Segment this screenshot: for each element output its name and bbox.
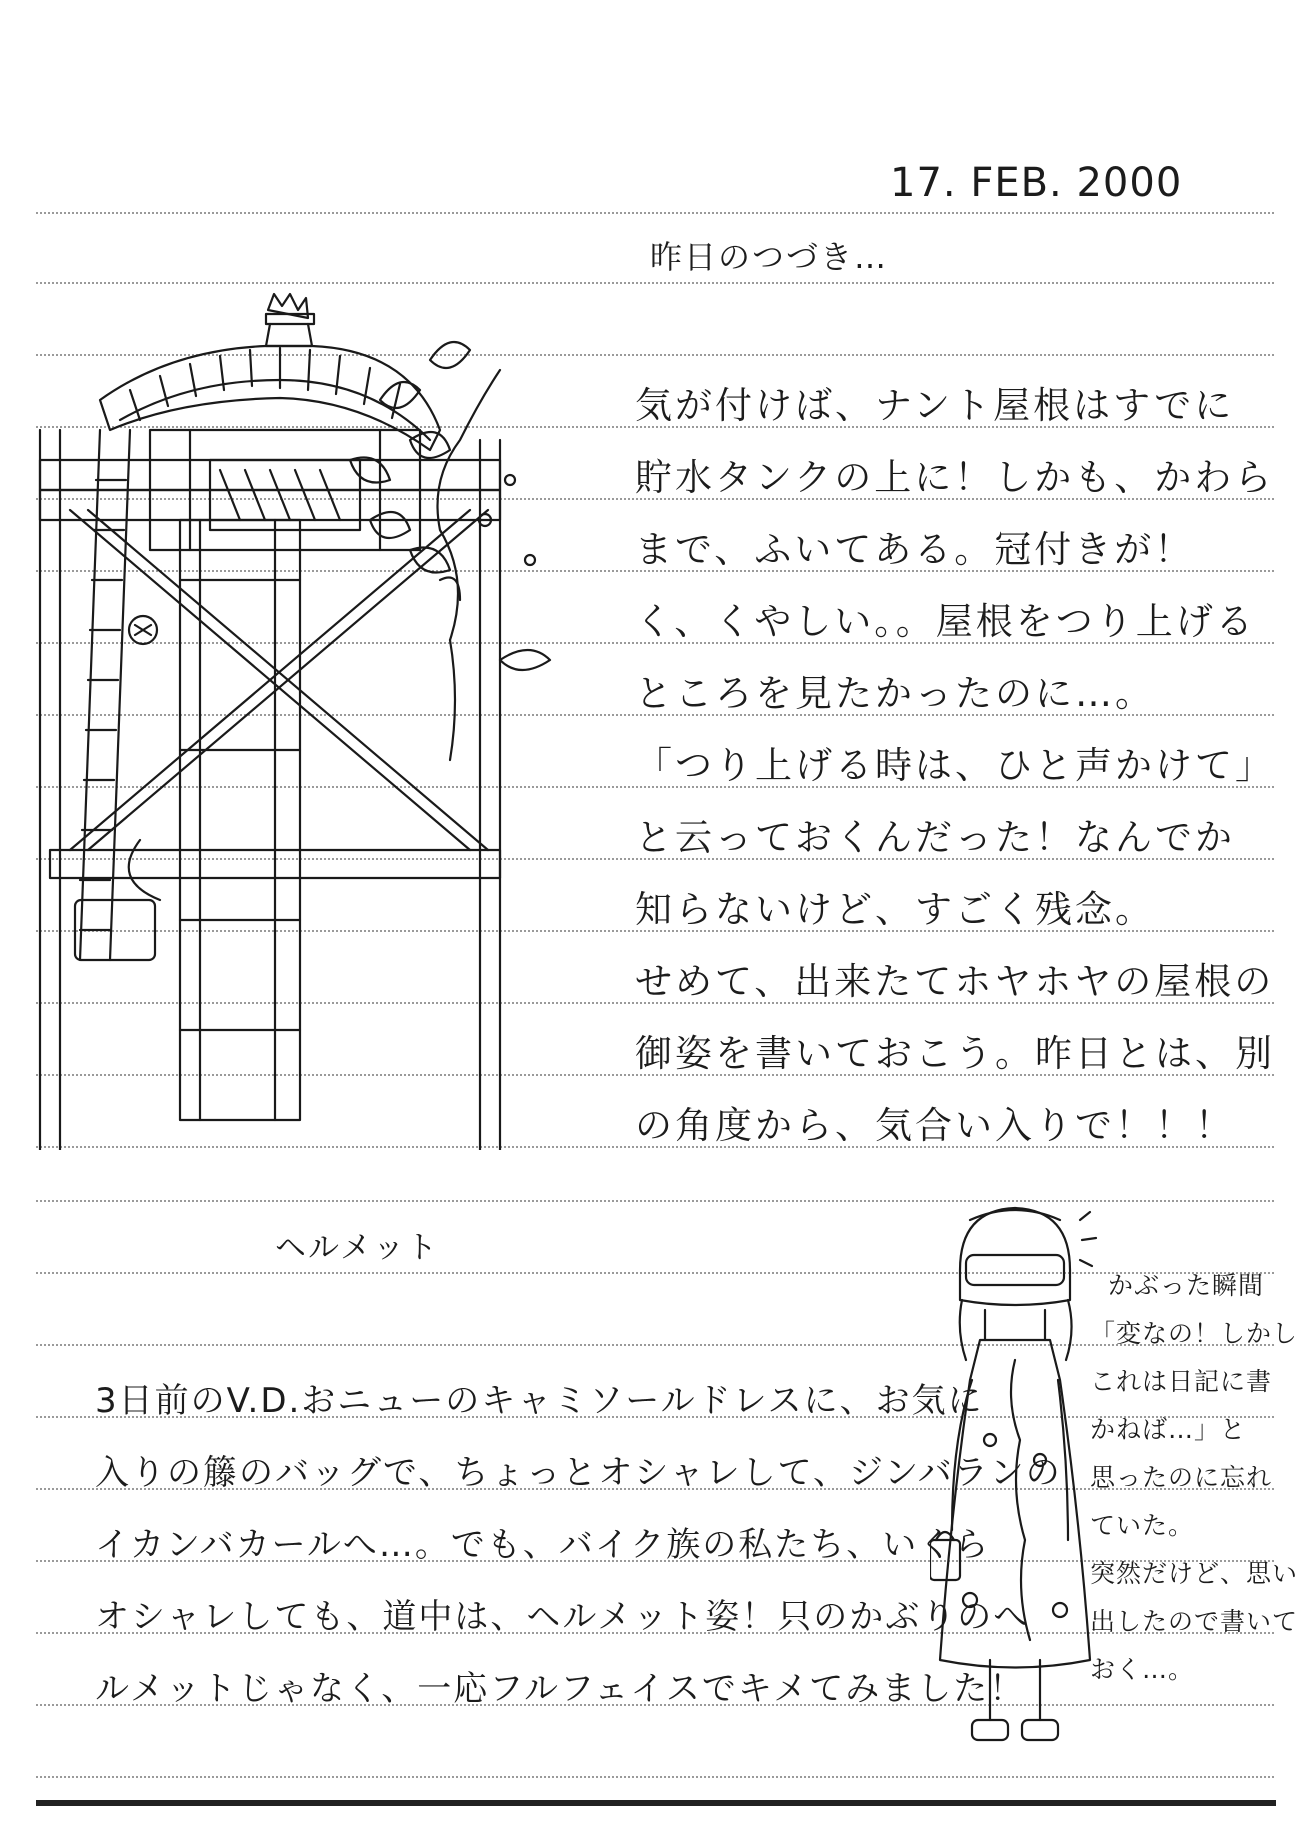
water-tank-tower-sketch <box>30 280 590 1150</box>
side-note-line: かねば…」と <box>1090 1415 1247 1444</box>
side-note-line: かぶった瞬間 <box>1108 1271 1265 1300</box>
entry-line: ところを見たかったのに…。 <box>635 672 1155 715</box>
entry-date: 17. FEB. 2000 <box>890 160 1183 206</box>
helmet-line: ルメットじゃなく、一応フルフェイスでキメてみました！ <box>95 1669 1026 1709</box>
bottom-rule <box>36 1800 1276 1806</box>
side-note-line: 突然だけど、思い <box>1090 1559 1299 1588</box>
entry-line: と云っておくんだった！なんでか <box>635 816 1235 859</box>
helmet-line: オシャレしても、道中は、ヘルメット姿！只のかぶりのへ <box>95 1597 1030 1637</box>
side-note-line: 思ったのに忘れ <box>1090 1463 1273 1492</box>
entry-line: せめて、出来たてホヤホヤの屋根の <box>635 960 1275 1003</box>
entry-line: 御姿を書いておこう。昨日とは、別 <box>635 1032 1275 1075</box>
entry-line: 知らないけど、すごく残念。 <box>635 888 1155 931</box>
entry-line: まで、ふいてある。冠付きが！ <box>635 528 1195 571</box>
helmet-line: イカンバカールへ…。でも、バイク族の私たち、いくら <box>95 1525 991 1565</box>
helmet-line: 入りの籐のバッグで、ちょっとオシャレして、ジンバランの <box>95 1453 1062 1493</box>
side-note-line: おく…。 <box>1090 1655 1195 1684</box>
ruled-line <box>36 212 1274 214</box>
entry-line: の角度から、気合い入りで！！！ <box>635 1104 1235 1147</box>
entry-line: く、くやしい。。屋根をつり上げる <box>635 600 1256 643</box>
side-note-line: 「変なの！しかし <box>1090 1319 1299 1348</box>
helmet-heading: ヘルメット <box>275 1230 440 1266</box>
girl-helmet-sketch <box>930 1200 1100 1760</box>
side-note-line: ていた。 <box>1090 1511 1195 1540</box>
side-note-line: これは日記に書 <box>1090 1367 1273 1396</box>
helmet-line: 3日前のV.D.おニューのキャミソールドレスに、お気に <box>95 1381 984 1421</box>
entry-line: 貯水タンクの上に！しかも、かわら <box>635 456 1275 499</box>
entry-line: 「つり上げる時は、ひと声かけて」 <box>635 744 1275 787</box>
ruled-line <box>36 1776 1274 1778</box>
entry-line: 気が付けば、ナント屋根はすでに <box>635 384 1235 427</box>
side-note-line: 出したので書いて <box>1090 1607 1299 1636</box>
entry-heading: 昨日のつづき… <box>650 238 889 276</box>
